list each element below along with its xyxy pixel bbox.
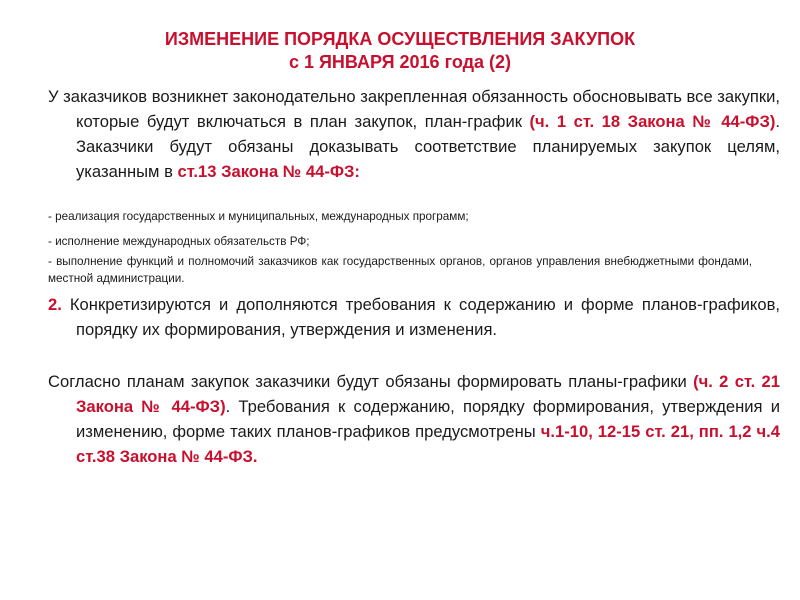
law-reference: ч.1-10, 12-15 ст. 21, пп. 1,2 ч.4 ст.38 Закона № 44-ФЗ. <box>76 422 780 466</box>
list-item: - реализация государственных и муниципальных, международных программ; <box>48 210 469 223</box>
law-reference: (ч. 2 ст. 21 Закона № 44-ФЗ) <box>76 372 780 416</box>
paragraph-requirements-text: Конкретизируются и дополняются требования к содержанию и форме планов-графиков, порядку их формирования, утверждения и изменения. <box>61 295 780 339</box>
paragraph-schedules <box>48 369 780 469</box>
paragraph-obligation-text-a: У заказчиков возникнет законодательно закрепленная обязанность обосновывать все закупки, которые будут включаться в план закупок, план-график <box>48 87 780 131</box>
paragraph-schedules-text-a: Согласно планам закупок заказчики будут обязаны формировать планы-графики <box>48 372 694 391</box>
list-item: - исполнение международных обязательств РФ; <box>48 235 310 248</box>
paragraph-obligation <box>48 84 780 184</box>
list-item: - выполнение функций и полномочий заказчиков как государственных органов, органов управления внебюджетными фондами, местной администрации. <box>48 255 752 285</box>
paragraph-number: 2. <box>48 295 62 314</box>
slide-subtitle: с 1 ЯНВАРЯ 2016 года (2) <box>288 52 512 72</box>
law-reference: (ч. 1 ст. 18 Закона № 44-ФЗ) <box>529 112 776 131</box>
slide-title: ИЗМЕНЕНИЕ ПОРЯДКА ОСУЩЕСТВЛЕНИЯ ЗАКУПОК <box>164 29 636 49</box>
paragraph-obligation-text-b: . Заказчики будут обязаны доказывать соответствие планируемых закупок целям, указанным в <box>76 112 780 181</box>
law-reference: ст.13 Закона № 44-ФЗ: <box>177 162 360 181</box>
paragraph-schedules-text-b: . Требования к содержанию, порядку формирования, утверждения и изменению, форме таких планов-графиков предусмотрены <box>76 397 780 441</box>
paragraph-requirements <box>48 292 780 342</box>
